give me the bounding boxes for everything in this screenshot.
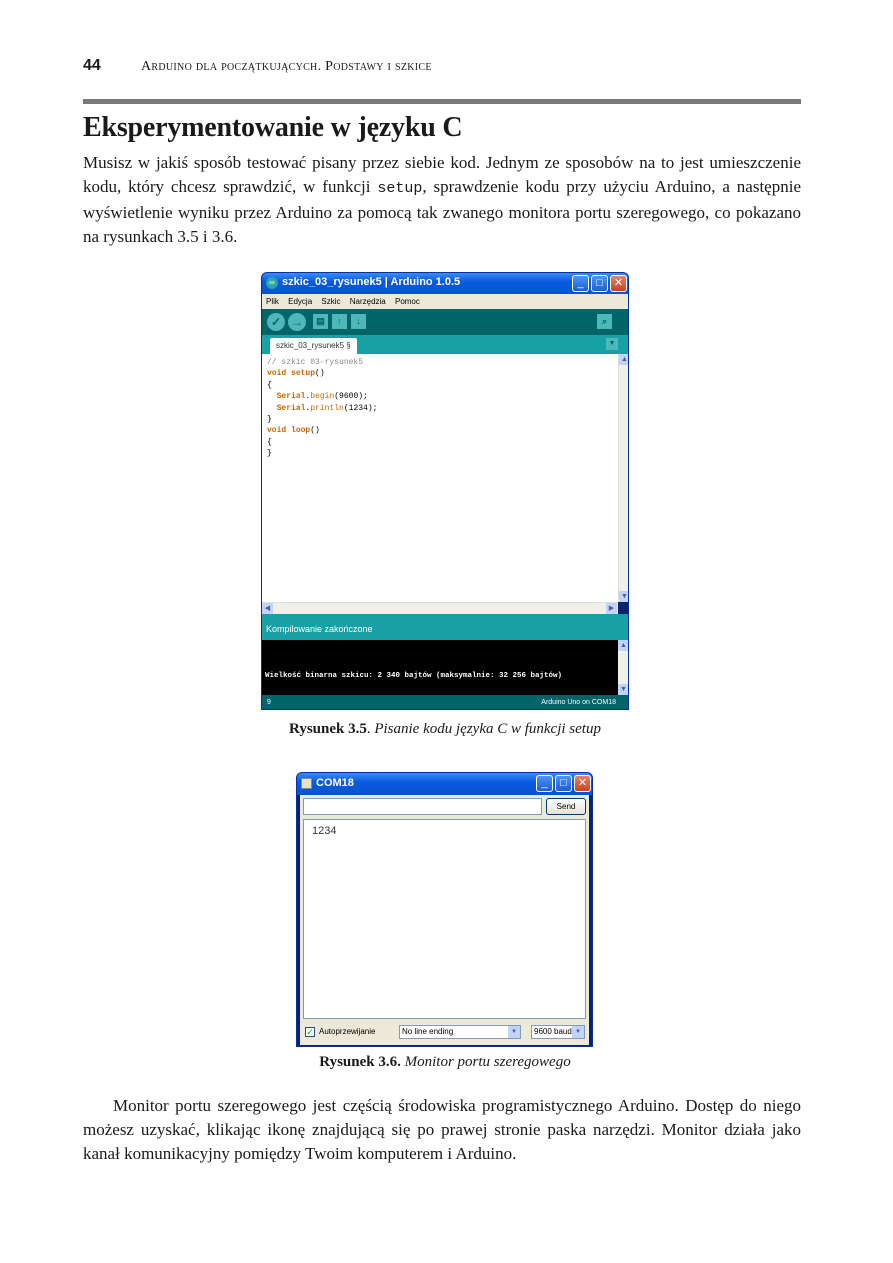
maximize-icon[interactable]: □ — [591, 275, 608, 292]
minimize-icon[interactable]: _ — [572, 275, 589, 292]
arduino-ide-window — [261, 272, 629, 710]
code-text: } — [267, 415, 272, 425]
minimize-icon[interactable]: _ — [536, 775, 553, 792]
arduino-app-icon: ∞ — [266, 277, 278, 289]
console-output: Wielkość binarna szkicu: 2 340 bajtów (maksymalnie: 32 256 bajtów) — [265, 672, 563, 680]
code-text: () — [315, 369, 325, 379]
code-editor[interactable] — [262, 354, 618, 602]
upload-icon[interactable]: → — [288, 313, 306, 331]
code-function: begin — [310, 392, 335, 402]
figure-caption-3-6 — [200, 1054, 690, 1071]
ide-menubar — [262, 294, 628, 309]
code-function: loop — [291, 426, 311, 436]
code-object: Serial — [276, 392, 306, 402]
autoscroll-checkbox[interactable]: ✓ — [306, 1027, 314, 1037]
baud-rate-select[interactable] — [531, 1025, 585, 1039]
book-title: Arduino dla początkujących. Podstawy i szkice — [141, 59, 432, 74]
baud-rate-value: 9600 baud — [534, 1027, 572, 1036]
code-text: { — [267, 380, 272, 390]
sketch-tab[interactable]: szkic_03_rysunek5 § — [270, 338, 357, 354]
scroll-up-icon[interactable]: ▲ — [619, 354, 629, 365]
chevron-down-icon[interactable]: ▼ — [508, 1026, 520, 1038]
serial-monitor-window — [296, 772, 593, 1047]
editor-vertical-scrollbar[interactable] — [618, 354, 629, 602]
menu-edycja[interactable]: Edycja — [288, 297, 313, 306]
caption-label: Rysunek 3.5 — [289, 721, 367, 737]
intro-text-2: , sprawdzenie kodu przy użyciu Arduino, a następnie wyświetlenie wyniku przez Arduino za pomocą tak zwanego monitora portu szeregowego, co pokazano na rysunkach 3.5 i 3.6. — [83, 177, 801, 246]
ide-window-title: szkic_03_rysunek5 | Arduino 1.0.5 — [282, 276, 461, 288]
code-text: (9600); — [334, 392, 368, 402]
code-listing: // szkic 03-rysunek5 void setup() { Serial.begin(9600); Serial.println(1234); } void loop() { } — [267, 358, 378, 459]
maximize-icon[interactable]: □ — [555, 775, 572, 792]
serial-output-text: 1234 — [312, 825, 337, 837]
close-icon[interactable]: ✕ — [610, 275, 627, 292]
ide-footer — [262, 695, 628, 710]
serial-monitor-titlebar[interactable] — [297, 773, 592, 795]
serial-input-field[interactable] — [303, 798, 542, 815]
code-text: () — [310, 426, 320, 436]
body-paragraph: Monitor portu szeregowego jest częścią środowiska programistycznego Arduino. Dostęp do niego możesz uzyskać, klikając ikonę znajdującą się po prawej stronie paska narzędzi. Monitor działa jako kanał komunikacyjny pomiędzy Twoim komputerem i Arduino. — [83, 1096, 801, 1163]
serial-monitor-title: COM18 — [316, 777, 354, 789]
verify-icon[interactable]: ✓ — [267, 313, 285, 331]
code-text: (1234); — [343, 403, 378, 413]
code-line: // szkic 03-rysunek5 — [267, 358, 364, 367]
scroll-down-icon[interactable]: ▼ — [619, 591, 629, 602]
scroll-right-icon[interactable]: ▶ — [606, 603, 617, 614]
scroll-left-icon[interactable]: ◀ — [262, 603, 273, 614]
caption-text: Pisanie kodu języka C w funkcji setup — [374, 721, 601, 737]
page-number: 44 — [83, 57, 101, 74]
console-scroll-down-icon[interactable]: ▼ — [618, 684, 629, 695]
java-app-icon — [301, 778, 312, 789]
code-text: } — [267, 449, 272, 459]
menu-szkic[interactable]: Szkic — [321, 297, 341, 306]
menu-pomoc[interactable]: Pomoc — [394, 297, 420, 306]
new-sketch-icon[interactable]: ▤ — [313, 314, 328, 329]
chevron-down-icon[interactable]: ▼ — [572, 1026, 584, 1038]
console-scrollbar[interactable] — [618, 640, 629, 695]
serial-monitor-icon[interactable]: ⌕ — [597, 314, 612, 329]
header-rule — [83, 99, 801, 104]
menu-narzedzia[interactable]: Narzędzia — [349, 297, 386, 306]
save-sketch-icon[interactable]: ↓ — [351, 314, 366, 329]
running-head — [83, 57, 803, 79]
tab-menu-icon[interactable]: ▼ — [606, 338, 618, 350]
caption-text: Monitor portu szeregowego — [404, 1054, 571, 1070]
code-keyword: void — [267, 426, 287, 436]
console-scroll-up-icon[interactable]: ▲ — [618, 640, 629, 651]
code-keyword: void — [267, 369, 287, 379]
intro-paragraph — [83, 151, 801, 249]
autoscroll-label: Autoprzewijanie — [319, 1027, 376, 1036]
code-function: setup — [291, 369, 316, 379]
figure-caption-3-5: Rysunek 3.5. Pisanie kodu języka C w funkcji setup — [289, 721, 601, 737]
inline-code: setup — [377, 180, 423, 197]
editor-horizontal-scrollbar[interactable] — [262, 602, 618, 614]
caption-label: Rysunek 3.6. — [319, 1054, 401, 1070]
line-ending-select[interactable] — [399, 1025, 521, 1039]
section-title: Eksperymentowanie w języku C — [83, 112, 463, 143]
line-ending-value: No line ending — [402, 1027, 454, 1036]
console-panel — [262, 640, 618, 695]
send-button[interactable]: Send — [546, 798, 586, 815]
serial-monitor-body — [300, 795, 589, 1045]
close-icon[interactable]: ✕ — [574, 775, 591, 792]
serial-output-area[interactable] — [303, 819, 586, 1019]
open-sketch-icon[interactable]: ↑ — [332, 314, 347, 329]
compile-status: Kompilowanie zakończone — [262, 614, 628, 640]
ide-toolbar — [262, 309, 628, 335]
code-function: println — [310, 403, 344, 413]
line-number: 9 — [267, 699, 271, 706]
serial-options-bar — [303, 1024, 586, 1040]
ide-tabbar — [262, 335, 628, 354]
code-text: { — [267, 437, 272, 447]
menu-plik[interactable]: Plik — [266, 297, 279, 306]
code-object: Serial — [276, 403, 306, 413]
board-port-label: Arduino Uno on COM18 — [541, 699, 616, 706]
intro-text-1: Musisz w jakiś sposób testować pisany przez siebie kod. Jednym ze sposobów na to jest umieszczenie kodu, który chcesz sprawdzić, w funkcji — [83, 153, 801, 196]
ide-titlebar[interactable] — [262, 273, 628, 294]
